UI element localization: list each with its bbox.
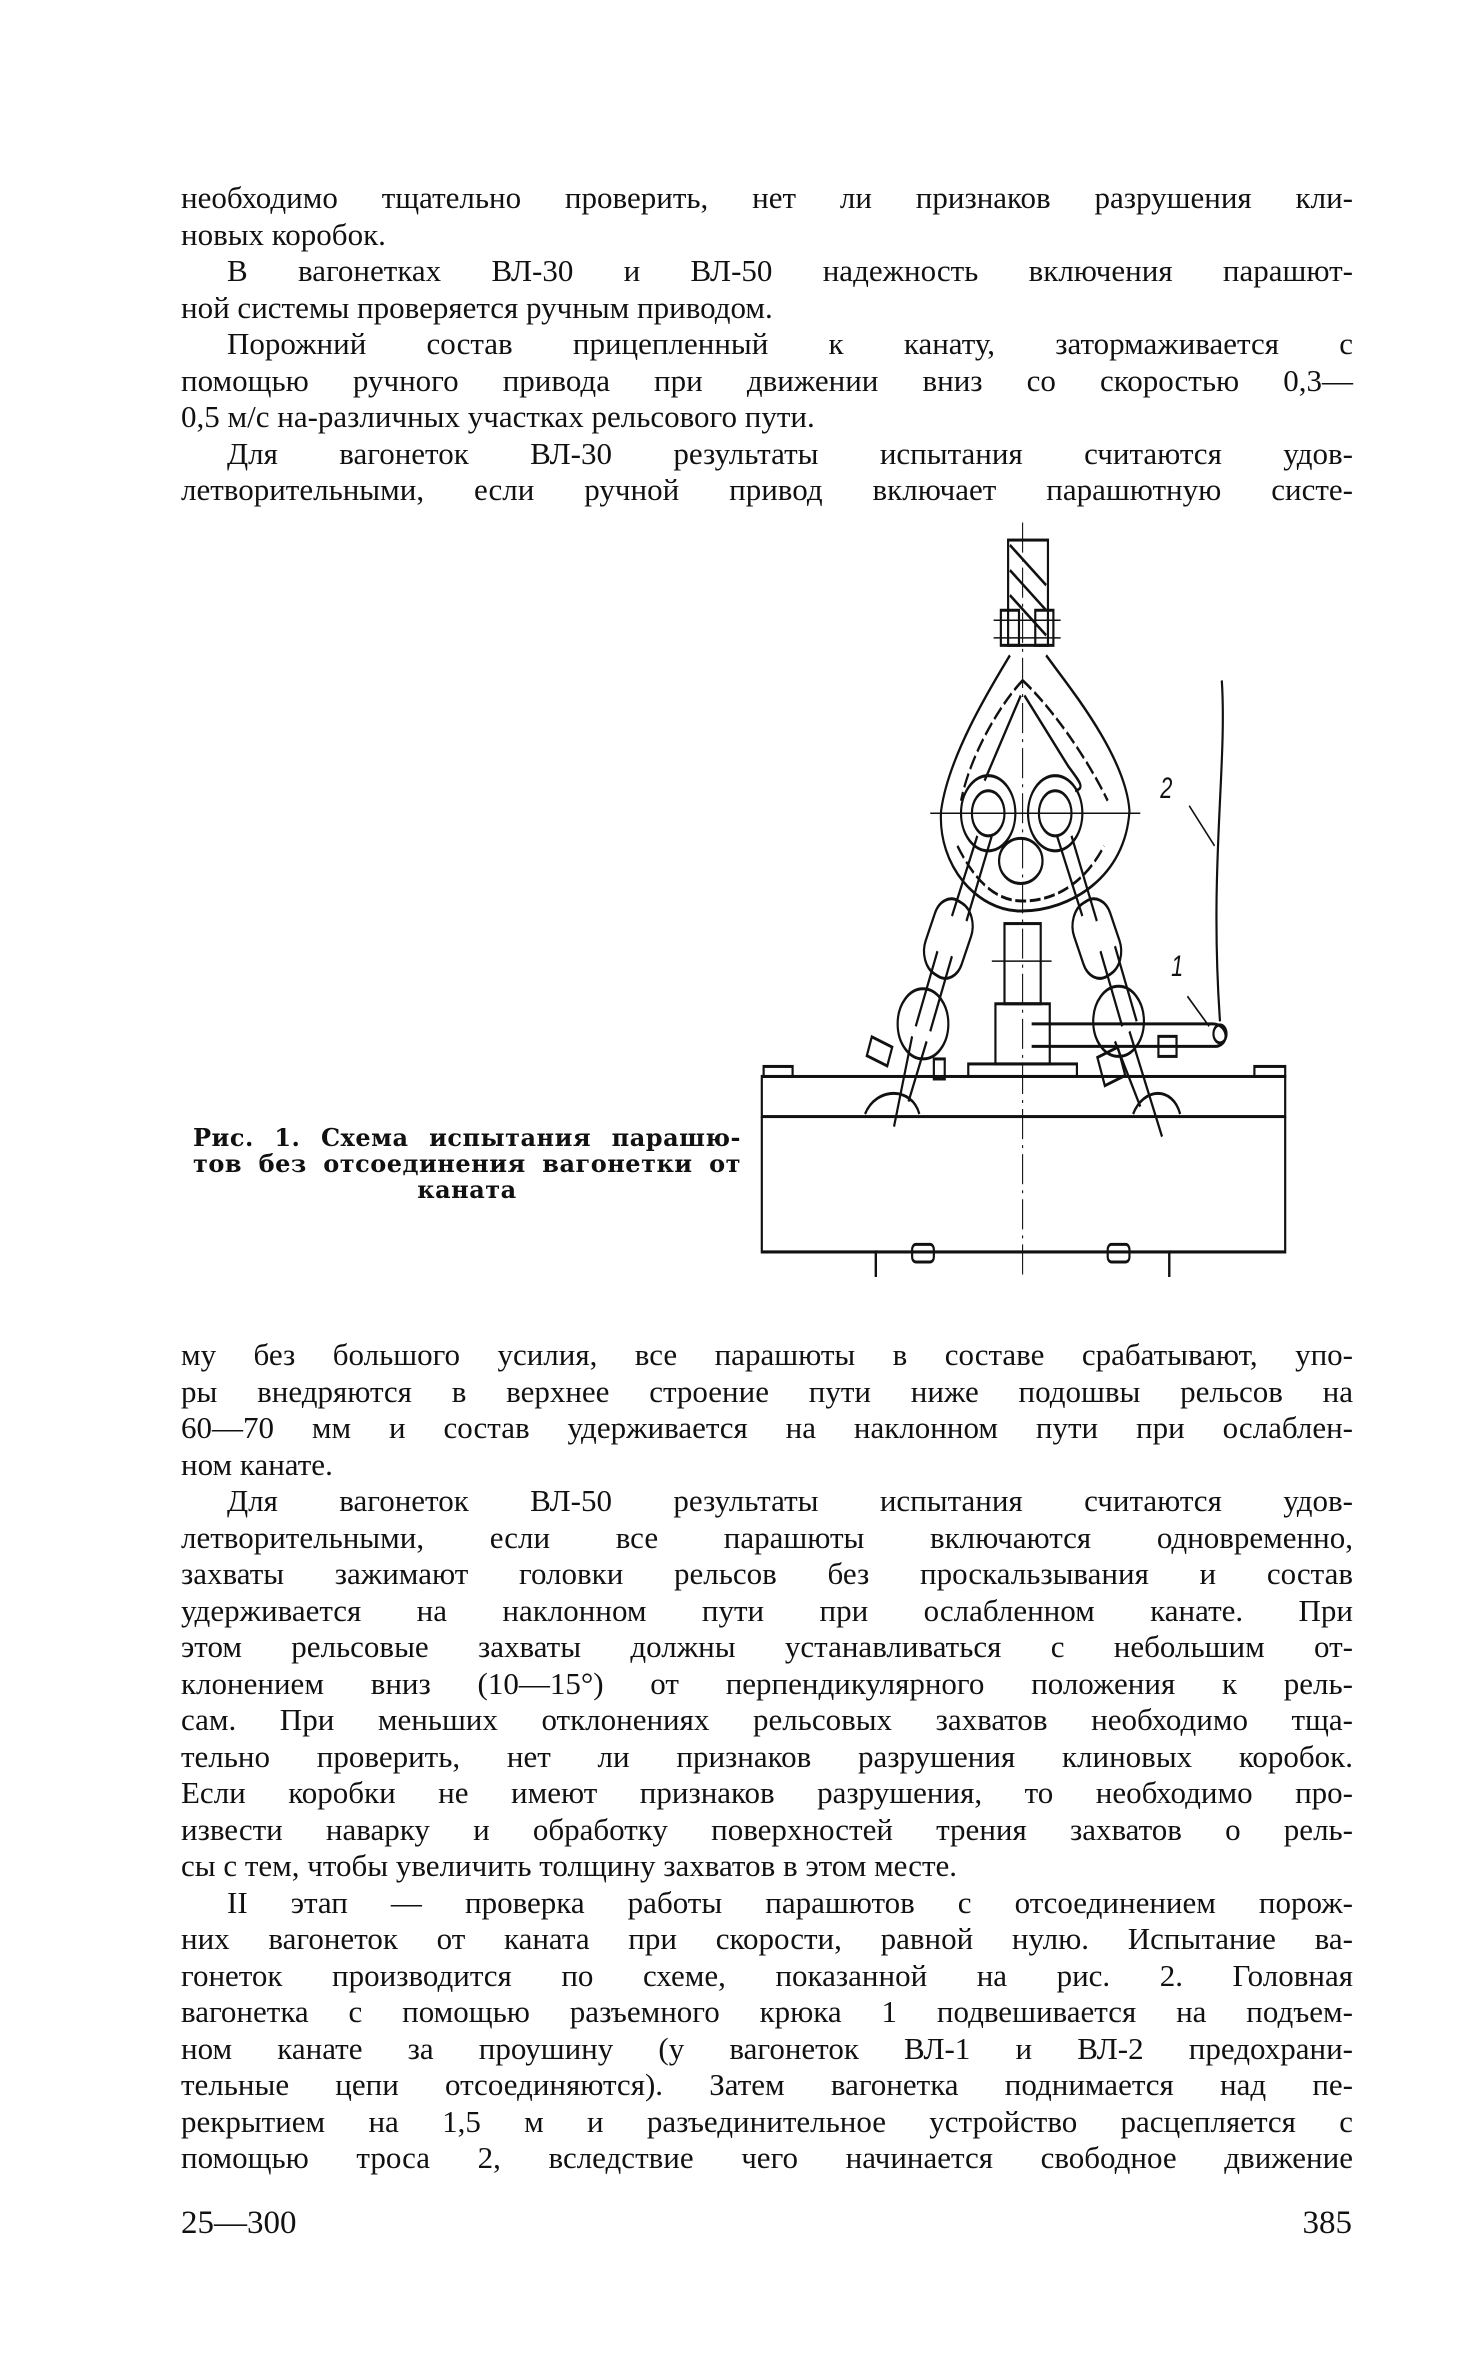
text-line: ном канате за проушину (у вагонеток ВЛ-1 и ВЛ-2 предохрани-	[181, 2030, 1353, 2066]
text-line: новых коробок.	[181, 216, 386, 252]
figure-caption	[193, 1125, 741, 1203]
text-line: летворительными, если все парашюты включаются одновременно,	[181, 1519, 1353, 1555]
text-line: помощью троса 2, вследствие чего начинается свободное движение	[181, 2140, 1353, 2175]
figure-label-1: 1	[1171, 948, 1184, 984]
text-line: II этап — проверка работы парашютов с отсоединением порож-	[227, 1884, 1353, 1920]
text-line: извести наварку и обработку поверхностей трения захватов о рель-	[181, 1811, 1353, 1847]
text-line: удерживается на наклонном пути при ослабленном канате. При	[181, 1592, 1353, 1628]
text-line: тельно проверить, нет ли признаков разрушения клиновых коробок.	[181, 1738, 1353, 1774]
wagon-body	[762, 1066, 1285, 1277]
text-line: ры внедряются в верхнее строение пути ниже подошвы рельсов на	[181, 1373, 1353, 1409]
caption-line: тов без отсоединения вагонетки от	[193, 1149, 741, 1178]
text-line: ной системы проверяется ручным приводом.	[181, 289, 773, 325]
text-line: помощью ручного привода при движении вниз со скоростью 0,3—	[181, 362, 1353, 398]
text-line: этом рельсовые захваты должны устанавливаться с небольшим от-	[181, 1629, 1353, 1664]
body-text-bottom	[181, 1337, 1353, 2177]
text-line: необходимо тщательно проверить, нет ли признаков разрушения кли-	[181, 180, 1353, 215]
text-line: летворительными, если ручной привод включает парашютную систе-	[181, 472, 1353, 507]
text-line: вагонетка с помощью разъемного крюка 1 подвешивается на подъем-	[181, 1994, 1353, 2029]
text-line: тельные цепи отсоединяются). Затем вагонетка поднимается над пе-	[181, 2067, 1353, 2102]
text-line: сам. При меньших отклонениях рельсовых захватов необходимо тща-	[181, 1702, 1353, 1737]
text-line: ном канате.	[181, 1446, 333, 1482]
rope	[1008, 540, 1048, 645]
caption-line: каната	[417, 1175, 517, 1204]
page-number: 385	[1302, 2205, 1352, 2241]
figure-label-2: 2	[1160, 770, 1173, 806]
text-line: сы с тем, чтобы увеличить толщину захватов в этом месте.	[181, 1848, 958, 1883]
text-line: 0,5 м/с на-различных участках рельсового пути.	[181, 399, 815, 434]
text-line: них вагонеток от каната при скорости, равной нулю. Испытание ва-	[181, 1921, 1353, 1956]
text-line: Для вагонеток ВЛ-50 результаты испытания считаются удов-	[227, 1483, 1353, 1518]
text-line: Порожний состав прицепленный к канату, затормаживается с	[227, 326, 1353, 361]
text-line: 60—70 мм и состав удерживается на наклонном пути при ослаблен-	[181, 1410, 1353, 1445]
text-line: клонением вниз (10—15°) от перпендикулярного положения к рель-	[181, 1665, 1353, 1701]
text-line: В вагонетках ВЛ-30 и ВЛ-50 надежность включения парашют-	[227, 253, 1353, 288]
caption-line: Рис. 1. Схема испытания парашю-	[193, 1123, 741, 1152]
text-line: гонеток производится по схеме, показанной на рис. 2. Головная	[181, 1957, 1353, 1993]
text-line: Если коробки не имеют признаков разрушения, то необходимо про-	[181, 1775, 1353, 1810]
printer-signature: 25—300	[181, 2205, 297, 2241]
text-line: рекрытием на 1,5 м и разъединительное устройство расцепляется с	[181, 2103, 1353, 2139]
text-line: Для вагонеток ВЛ-30 результаты испытания считаются удов-	[227, 435, 1353, 471]
text-line: захваты зажимают головки рельсов без проскальзывания и состав	[181, 1556, 1353, 1591]
body-text-top	[181, 180, 1353, 509]
figure-parachute-test-scheme	[760, 515, 1287, 1277]
thimble	[941, 655, 1130, 911]
text-line: му без большого усилия, все парашюты в составе срабатывают, упо-	[181, 1337, 1353, 1372]
